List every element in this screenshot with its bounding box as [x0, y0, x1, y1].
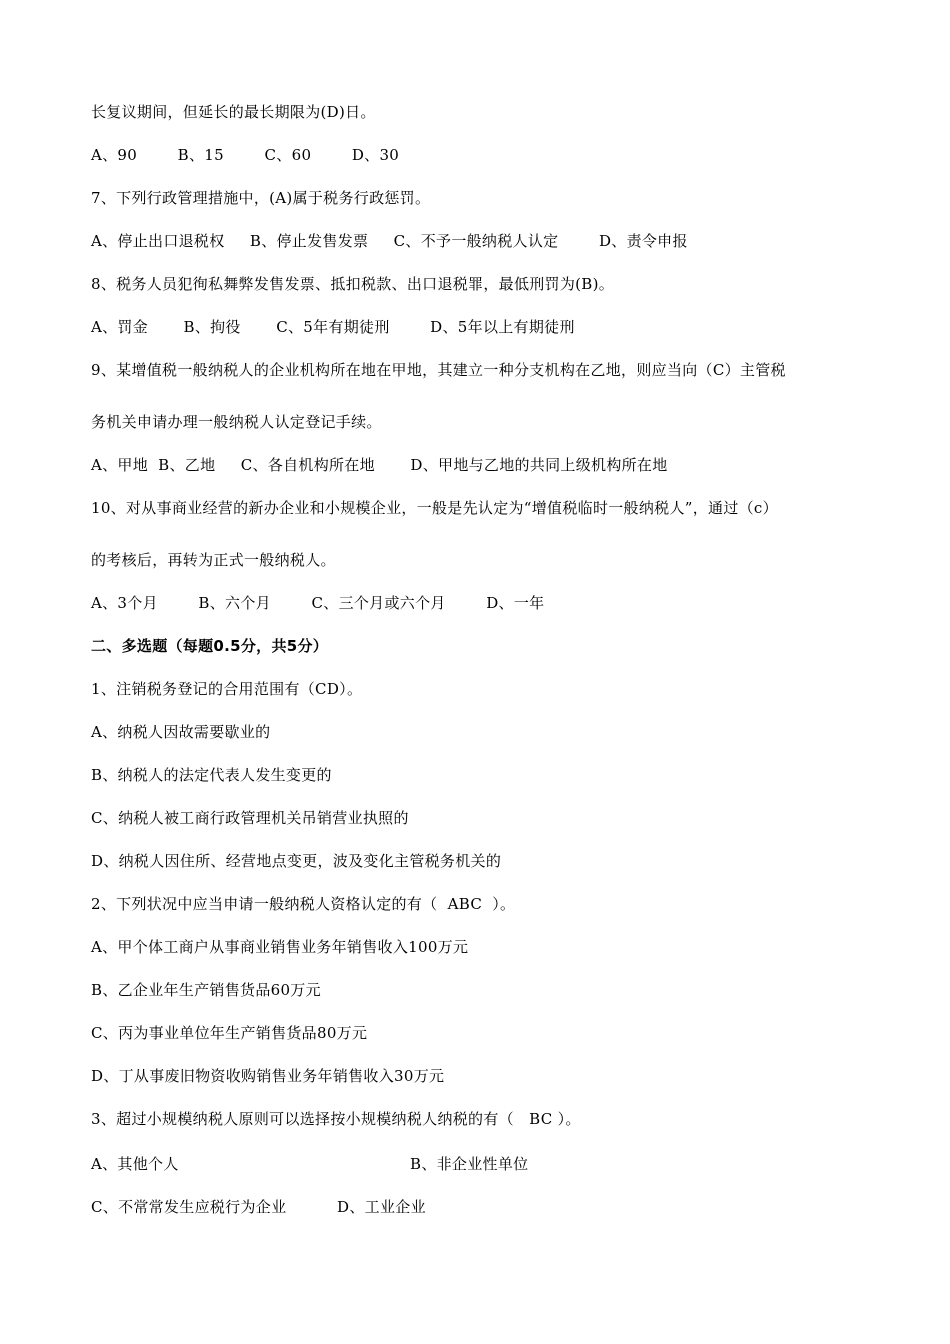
option-item: C、纳税人被工商行政管理机关吊销营业执照的	[91, 809, 409, 827]
option-item: D、纳税人因住所、经营地点变更，波及变化主管税务机关的	[91, 852, 502, 870]
question-line: 9、某增值税一般纳税人的企业机构所在地在甲地，其建立一种分支机构在乙地，则应当向（C）主管税	[91, 361, 786, 379]
option-item: B、乙企业年生产销售货品60万元	[91, 981, 321, 999]
question-line: 1、注销税务登记的合用范围有（CD）。	[91, 680, 363, 698]
options-line: C、不常常发生应税行为企业 D、工业企业	[91, 1198, 426, 1216]
option-item: A、其他个人	[91, 1155, 179, 1173]
option-item: B、非企业性单位	[410, 1155, 529, 1173]
question-line-continued: 务机关申请办理一般纳税人认定登记手续。	[91, 413, 382, 431]
option-item: A、纳税人因故需要歇业的	[91, 723, 271, 741]
options-line: A、罚金 B、拘役 C、5年有期徒刑 D、5年以上有期徒刑	[91, 318, 575, 336]
option-item: A、甲个体工商户从事商业销售业务年销售收入100万元	[91, 938, 469, 956]
options-line: A、停止出口退税权 B、停止发售发票 C、不予一般纳税人认定 D、责令申报	[91, 232, 688, 250]
options-line: A、90 B、15 C、60 D、30	[91, 146, 400, 164]
option-item: B、纳税人的法定代表人发生变更的	[91, 766, 332, 784]
question-line: 8、税务人员犯徇私舞弊发售发票、抵扣税款、出口退税罪，最低刑罚为(B)。	[91, 275, 615, 293]
option-item: C、丙为事业单位年生产销售货品80万元	[91, 1024, 368, 1042]
question-line: 3、超过小规模纳税人原则可以选择按小规模纳税人纳税的有（ BC ）。	[91, 1110, 581, 1128]
option-item: D、丁从事废旧物资收购销售业务年销售收入30万元	[91, 1067, 445, 1085]
question-line-continued: 的考核后，再转为正式一般纳税人。	[91, 551, 336, 569]
options-line: A、3个月 B、六个月 C、三个月或六个月 D、一年	[91, 594, 545, 612]
options-line: A、甲地 B、乙地 C、各自机构所在地 D、甲地与乙地的共同上级机构所在地	[91, 456, 668, 474]
question-line: 10、对从事商业经营的新办企业和小规模企业，一般是先认定为“增值税临时一般纳税人”，通过（c）	[91, 499, 778, 517]
text-line: 长复议期间，但延长的最长期限为(D)日。	[91, 103, 376, 121]
question-line: 7、下列行政管理措施中，(A)属于税务行政惩罚。	[91, 189, 431, 207]
question-line: 2、下列状况中应当申请一般纳税人资格认定的有（ ABC ）。	[91, 895, 516, 913]
section-heading: 二、多选题（每题0.5分，共5分）	[91, 637, 329, 655]
